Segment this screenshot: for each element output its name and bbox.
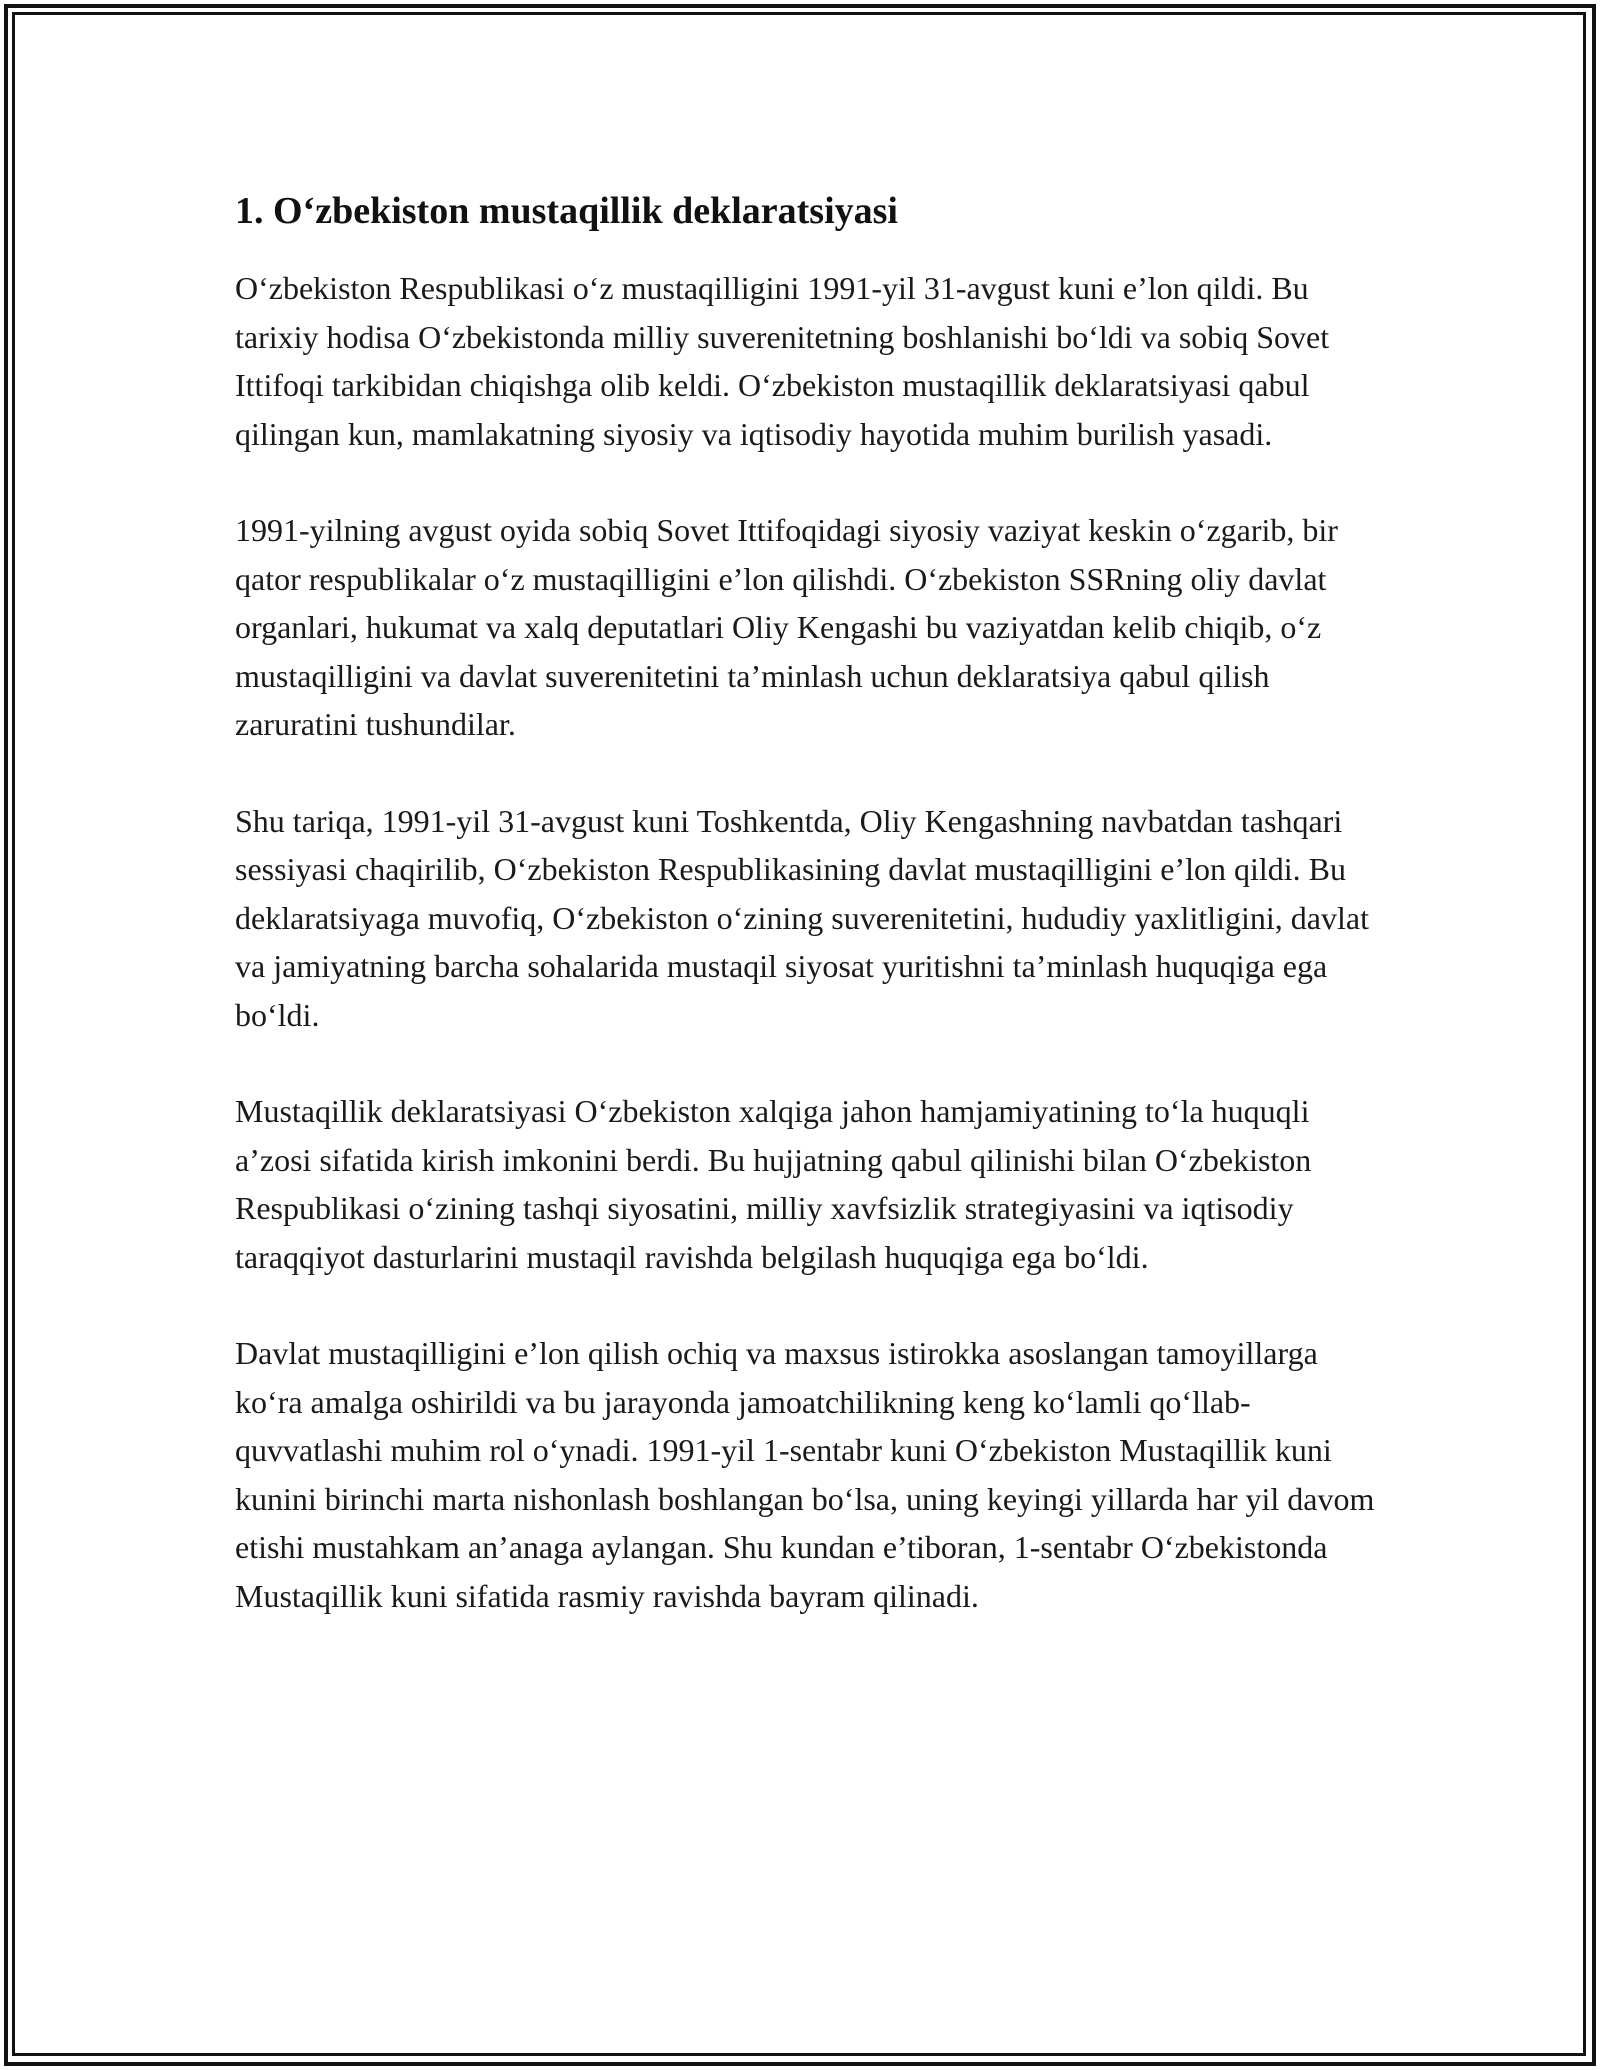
paragraph: 1991-yilning avgust oyida sobiq Sovet Ittifoqidagi siyosiy vaziyat keskin oʻzgarib, bir qator respublikalar oʻz mustaqilligini e’lon qilishdi. Oʻzbekiston SSRning oliy davlat organlari, hukumat va xalq deputatlari Oliy Kengashi bu vaziyatdan kelib chiqib, oʻz mustaqilligini va davlat suverenitetini ta’minlash uchun deklaratsiya qabul qilish zaruratini tushundilar.: [235, 512, 1338, 742]
document-title: 1. Oʻzbekiston mustaqillik deklaratsiyasi: [235, 190, 898, 232]
document-page: [235, 186, 1375, 1668]
paragraph: Shu tariqa, 1991-yil 31-avgust kuni Toshkentda, Oliy Kengashning navbatdan tashqari sessiyasi chaqirilib, Oʻzbekiston Respublikasining davlat mustaqilligini e’lon qildi. Bu deklaratsiyaga muvofiq, Oʻzbekiston oʻzining suverenitetini, hududiy yaxlitligini, davlat va jamiyatning barcha sohalarida mustaqil siyosat yuritishni ta’minlash huquqiga ega boʻldi.: [235, 802, 1369, 1033]
paragraph: Davlat mustaqilligini e’lon qilish ochiq va maxsus istirokka asoslangan tamoyillarga koʻra amalga oshirildi va bu jarayonda jamoatchilikning keng koʻlamli qoʻllab-quvvatlashi muhim rol oʻynadi. 1991-yil 1-sentabr kuni Oʻzbekiston Mustaqillik kuni kunini birinchi marta nishonlash boshlangan boʻlsa, uning keyingi yillarda har yil davom etishi mustahkam an’anaga aylangan. Shu kundan e’tiboran, 1-sentabr Oʻzbekistonda Mustaqillik kuni sifatida rasmiy ravishda bayram qilinadi.: [235, 1335, 1375, 1614]
paragraph: Oʻzbekiston Respublikasi oʻz mustaqilligini 1991-yil 31-avgust kuni e’lon qildi. Bu tarixiy hodisa Oʻzbekistonda milliy suverenitetning boshlanishi boʻldi va sobiq Sovet Ittifoqi tarkibidan chiqishga olib keldi. Oʻzbekiston mustaqillik deklaratsiyasi qabul qilingan kun, mamlakatning siyosiy va iqtisodiy hayotida muhim burilish yasadi.: [235, 270, 1330, 452]
paragraph: Mustaqillik deklaratsiyasi Oʻzbekiston xalqiga jahon hamjamiyatining toʻla huquqli a’zosi sifatida kirish imkonini berdi. Bu hujjatning qabul qilinishi bilan Oʻzbekiston Respublikasi oʻzining tashqi siyosatini, milliy xavfsizlik strategiyasini va iqtisodiy taraqqiyot dasturlarini mustaqil ravishda belgilash huquqiga ega boʻldi.: [235, 1093, 1312, 1275]
